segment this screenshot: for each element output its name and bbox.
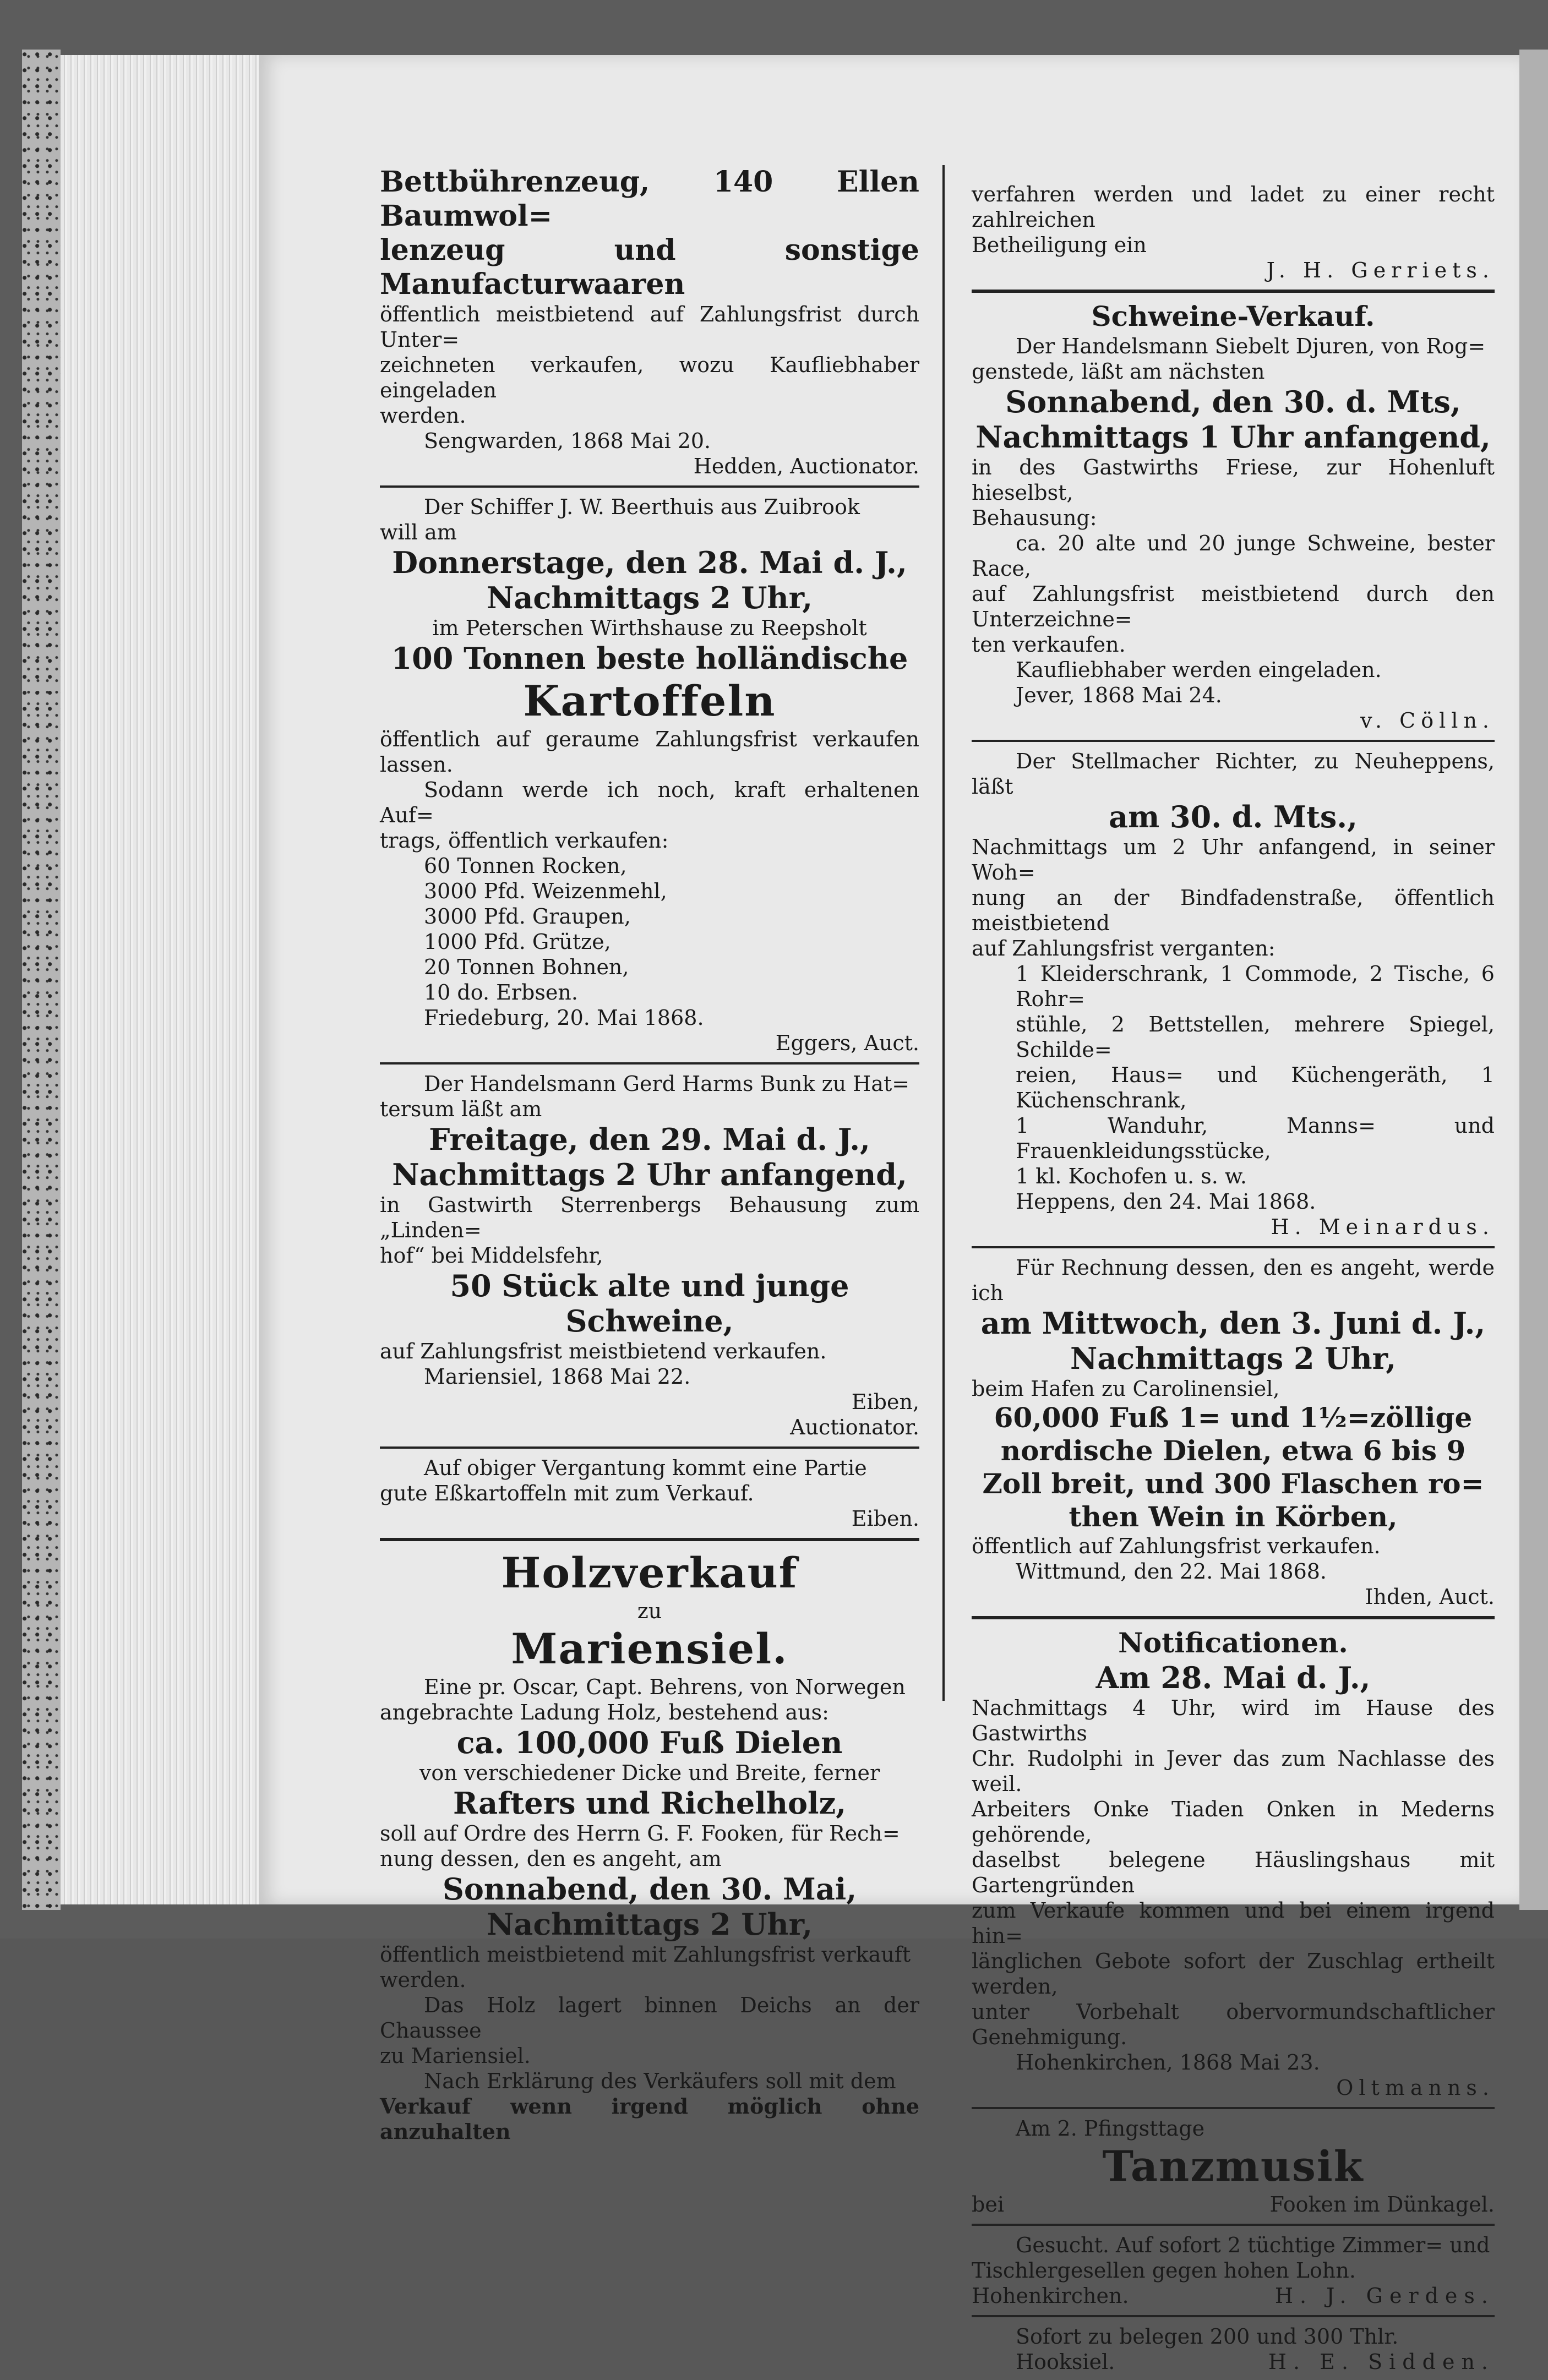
ad-signature: H. Meinardus. <box>1271 1215 1495 1239</box>
ad-signature: Eggers, Auct. <box>775 1031 919 1055</box>
ad-signature: J. H. Gerriets. <box>1266 258 1495 282</box>
ad-line: Das Holz lagert binnen Deichs an der Chaussee <box>380 1993 919 2043</box>
ad-line: Der Schiffer J. W. Beerthuis aus Zuibrook <box>424 495 860 519</box>
separator <box>380 1446 919 1449</box>
ad-date: Sonnabend, den 30. Mai, <box>442 1871 857 1907</box>
ad-line: Auf obiger Vergantung kommt eine Partie <box>424 1456 867 1480</box>
goods-list <box>380 853 919 1005</box>
ad-line: auf Zahlungsfrist meistbietend verkaufen. <box>380 1339 827 1363</box>
ad-place-date: Jever, 1868 Mai 24. <box>1016 683 1222 707</box>
ad-timber <box>380 1548 919 2144</box>
ad-line: ten verkaufen. <box>972 632 1126 657</box>
ad-dance <box>972 2116 1495 2217</box>
ad-line: Chr. Rudolphi in Jever das zum Nachlasse des weil. <box>972 1746 1495 1796</box>
ad-signature: Ihden, Auct. <box>1365 1585 1495 1609</box>
ad-line: Tischlergesellen gegen hohen Lohn. <box>972 2258 1356 2283</box>
ad-goods: 60,000 Fuß 1= und 1½=zöllige <box>994 1401 1473 1434</box>
ad-line: nung an der Bindfadenstraße, öffentlich meistbietend <box>972 886 1495 935</box>
ad-planks-wine <box>972 1255 1495 1609</box>
ad-line: zeichneten verkaufen, wozu Kaufliebhaber eingeladen <box>380 353 919 402</box>
ad-signature: H. J. Gerdes. <box>1274 2284 1495 2308</box>
ad-goods: Rafters und Richelholz, <box>453 1786 847 1821</box>
ad-line: Nachmittags 4 Uhr, wird im Hause des Gastwirths <box>972 1696 1495 1745</box>
ad-signature: Hedden, Auctionator. <box>693 454 919 478</box>
ad-line: Der Stellmacher Richter, zu Neuheppens, läßt <box>972 749 1495 799</box>
ad-pigs <box>380 1071 919 1440</box>
ad-potatoes <box>380 494 919 1056</box>
ad-headline: Schweine-Verkauf. <box>1091 300 1375 332</box>
ad-line: öffentlich meistbietend auf Zahlungsfrist durch Unter= <box>380 302 919 352</box>
ad-line: von verschiedener Dicke und Breite, ferner <box>419 1761 880 1785</box>
ad-place-date: Hohenkirchen, 1868 Mai 23. <box>1016 2050 1320 2075</box>
list-item: 3000 Pfd. Weizenmehl, <box>424 879 667 903</box>
ad-line: Der Handelsmann Siebelt Djuren, von Rog= <box>1016 334 1486 358</box>
list-item: stühle, 2 Bettstellen, mehrere Spiegel, Schilde= <box>1016 1012 1495 1062</box>
ad-place: Hohenkirchen. <box>972 2284 1129 2308</box>
ad-line <box>972 2349 1495 2374</box>
separator <box>972 740 1495 742</box>
ad-line: länglichen Gebote sofort der Zuschlag ertheilt werden, <box>972 1949 1495 1999</box>
column-divider <box>942 165 945 1701</box>
list-item: 1 kl. Kochofen u. s. w. <box>1016 1164 1247 1188</box>
ad-word: bei <box>972 2192 1004 2217</box>
ad-line: unter Vorbehalt obervormundschaftlicher Genehmigung. <box>972 2000 1495 2049</box>
list-item: 1 Kleiderschrank, 1 Commode, 2 Tische, 6 Rohr= <box>1016 962 1495 1011</box>
ad-line: in Gastwirth Sterrenbergs Behausung zum „Linden= <box>380 1193 919 1242</box>
separator <box>972 2224 1495 2226</box>
ad-headline: Mariensiel. <box>511 1624 788 1673</box>
list-item: 1 Wanduhr, Manns= und Frauenkleidungsstücke, <box>1016 1113 1495 1163</box>
ad-goods: 50 Stück alte und junge Schweine, <box>450 1268 849 1339</box>
ad-line: Bettbührenzeug, 140 Ellen Baumwol= <box>380 165 919 233</box>
list-item: 60 Tonnen Rocken, <box>424 854 627 878</box>
separator <box>380 1062 919 1065</box>
right-column <box>972 182 1495 2380</box>
ad-line: tersum läßt am <box>380 1097 542 1121</box>
ad-date: Donnerstage, den 28. Mai d. J., <box>392 545 907 580</box>
ad-line: Arbeiters Onke Tiaden Onken in Mederns gehörende, <box>972 1797 1495 1847</box>
ad-line: Eine pr. Oscar, Capt. Behrens, von Norwegen <box>424 1675 906 1699</box>
separator <box>972 2315 1495 2317</box>
separator <box>380 1538 919 1541</box>
ad-line: ca. 20 alte und 20 junge Schweine, bester Race, <box>972 531 1495 581</box>
ad-line <box>972 2283 1495 2308</box>
ad-line: Für Rechnung dessen, den es angeht, werde ich <box>972 1255 1495 1305</box>
ad-line <box>972 2192 1495 2217</box>
ad-headline: Holzverkauf <box>501 1548 798 1597</box>
ad-line: Sodann werde ich noch, kraft erhaltenen Auf= <box>380 778 919 827</box>
ad-furniture <box>972 749 1495 1240</box>
ad-place-date: Mariensiel, 1868 Mai 22. <box>424 1364 691 1389</box>
ad-line: in des Gastwirths Friese, zur Hohenluft hieselbst, <box>972 455 1495 505</box>
ad-line: genstede, läßt am nächsten <box>972 359 1265 384</box>
book-edge-right <box>1519 50 1548 1910</box>
ad-line: öffentlich meistbietend mit Zahlungsfrist verkauft <box>380 1942 911 1967</box>
separator <box>972 1616 1495 1619</box>
ad-goods: ca. 100,000 Fuß Dielen <box>456 1725 843 1760</box>
ad-goods: 100 Tonnen beste holländische <box>391 641 908 676</box>
ad-time: Nachmittags 2 Uhr, <box>486 580 813 615</box>
ad-place-date: Heppens, den 24. Mai 1868. <box>1016 1189 1316 1214</box>
ad-line: hof“ bei Middelsfehr, <box>380 1243 603 1268</box>
separator <box>972 2107 1495 2109</box>
ad-line: Fooken im Dünkagel. <box>1269 2192 1495 2217</box>
ad-time: Nachmittags 2 Uhr, <box>486 1907 813 1942</box>
ad-date: Am 28. Mai d. J., <box>1095 1660 1371 1695</box>
ad-place-date: Wittmund, den 22. Mai 1868. <box>1016 1559 1327 1584</box>
ad-line: lenzeug und sonstige Manufacturwaaren <box>380 233 919 301</box>
list-item: reien, Haus= und Küchengeräth, 1 Küchenschrank, <box>1016 1063 1495 1112</box>
ad-line: auf Zahlungsfrist meistbietend durch den Unterzeichne= <box>972 582 1495 631</box>
ad-line: nung dessen, den es angeht, am <box>380 1847 722 1871</box>
ad-pig-sale <box>972 299 1495 733</box>
left-column <box>380 165 919 2150</box>
ad-line: Gesucht. Auf sofort 2 tüchtige Zimmer= und <box>1016 2233 1490 2257</box>
ad-goods: Zoll breit, und 300 Flaschen ro= <box>982 1467 1484 1500</box>
ad-place-date: Friedeburg, 20. Mai 1868. <box>424 1006 704 1030</box>
ad-line: Der Handelsmann Gerd Harms Bunk zu Hat= <box>424 1072 910 1096</box>
ad-loan <box>972 2324 1495 2374</box>
ad-line: Kaufliebhaber werden eingeladen. <box>1016 658 1382 682</box>
ad-signature: Oltmanns. <box>1336 2076 1495 2100</box>
ad-time: Nachmittags 2 Uhr, <box>1070 1341 1397 1376</box>
ad-line: will am <box>380 520 457 544</box>
ad-line: daselbst belegene Häuslingshaus mit Gartengründen <box>972 1848 1495 1897</box>
ad-headline: Kartoffeln <box>523 676 776 725</box>
ad-place: Hooksiel. <box>1016 2350 1115 2374</box>
ad-signature-title: Auctionator. <box>790 1415 919 1439</box>
ad-line: soll auf Ordre des Herrn G. F. Fooken, für Rech= <box>380 1821 900 1846</box>
section-title: Notificationen. <box>1118 1626 1348 1659</box>
ad-line: auf Zahlungsfrist verganten: <box>972 936 1276 960</box>
ad-line: Nach Erklärung des Verkäufers soll mit dem <box>424 2069 896 2093</box>
ad-line: werden. <box>380 1968 466 1992</box>
list-item: 10 do. Erbsen. <box>424 980 578 1005</box>
ad-signature: v. Cölln. <box>1360 708 1495 733</box>
ad-line: beim Hafen zu Carolinensiel, <box>972 1377 1280 1401</box>
ad-line: Nachmittags um 2 Uhr anfangend, in seiner Woh= <box>972 835 1495 885</box>
ad-headline: Tanzmusik <box>1102 2142 1364 2191</box>
ad-line: im Peterschen Wirthshause zu Reepsholt <box>432 616 867 640</box>
ad-line: öffentlich auf geraume Zahlungsfrist verkaufen lassen. <box>380 727 919 777</box>
ad-date: am Mittwoch, den 3. Juni d. J., <box>980 1306 1486 1341</box>
separator <box>972 290 1495 293</box>
ad-line: Behausung: <box>972 506 1097 530</box>
ad-line: trags, öffentlich verkaufen: <box>380 828 669 853</box>
separator <box>380 485 919 488</box>
ad-line: angebrachte Ladung Holz, bestehend aus: <box>380 1700 829 1724</box>
ad-date: Sonnabend, den 30. d. Mts, <box>1005 384 1461 419</box>
ad-line: verfahren werden und ladet zu einer recht zahlreichen <box>972 182 1495 232</box>
ad-line: Verkauf wenn irgend möglich ohne anzuhalten <box>380 2094 919 2144</box>
ad-wanted <box>972 2232 1495 2308</box>
ad-line: Betheiligung ein <box>972 233 1147 257</box>
ad-signature: H. E. Sidden. <box>1268 2350 1495 2374</box>
list-item: 1000 Pfd. Grütze, <box>424 930 611 954</box>
ad-signature: Eiben, <box>851 1390 919 1414</box>
ad-line: gute Eßkartoffeln mit zum Verkauf. <box>380 1481 754 1505</box>
ad-line: werden. <box>380 403 466 428</box>
list-item: 20 Tonnen Bohnen, <box>424 955 629 979</box>
ad-date: am 30. d. Mts., <box>1109 799 1358 834</box>
ad-line: öffentlich auf Zahlungsfrist verkaufen. <box>972 1534 1381 1558</box>
notifications <box>972 1626 1495 2100</box>
ad-line: Am 2. Pfingsttage <box>1016 2116 1205 2141</box>
ad-signature: Eiben. <box>851 1506 919 1531</box>
ad-line: zu <box>637 1599 662 1623</box>
ad-line: Sofort zu belegen 200 und 300 Thlr. <box>1016 2324 1399 2349</box>
ad-continued <box>972 182 1495 283</box>
ad-line: zum Verkaufe kommen und bei einem irgend hin= <box>972 1898 1495 1948</box>
ad-date: Freitage, den 29. Mai d. J., <box>429 1122 870 1157</box>
separator <box>972 1246 1495 1248</box>
ad-textiles <box>380 165 919 479</box>
ad-goods: nordische Dielen, etwa 6 bis 9 <box>1000 1434 1466 1467</box>
ad-eating-potatoes <box>380 1455 919 1531</box>
page-stack <box>61 55 270 1904</box>
ad-place-date: Sengwarden, 1868 Mai 20. <box>424 429 711 453</box>
ad-goods: then Wein in Körben, <box>1069 1500 1398 1533</box>
ad-time: Nachmittags 2 Uhr anfangend, <box>392 1157 907 1192</box>
ad-line: zu Mariensiel. <box>380 2044 531 2068</box>
list-item: 3000 Pfd. Graupen, <box>424 904 631 929</box>
ad-time: Nachmittags 1 Uhr anfangend, <box>975 419 1491 455</box>
book-edge-left <box>22 50 61 1910</box>
